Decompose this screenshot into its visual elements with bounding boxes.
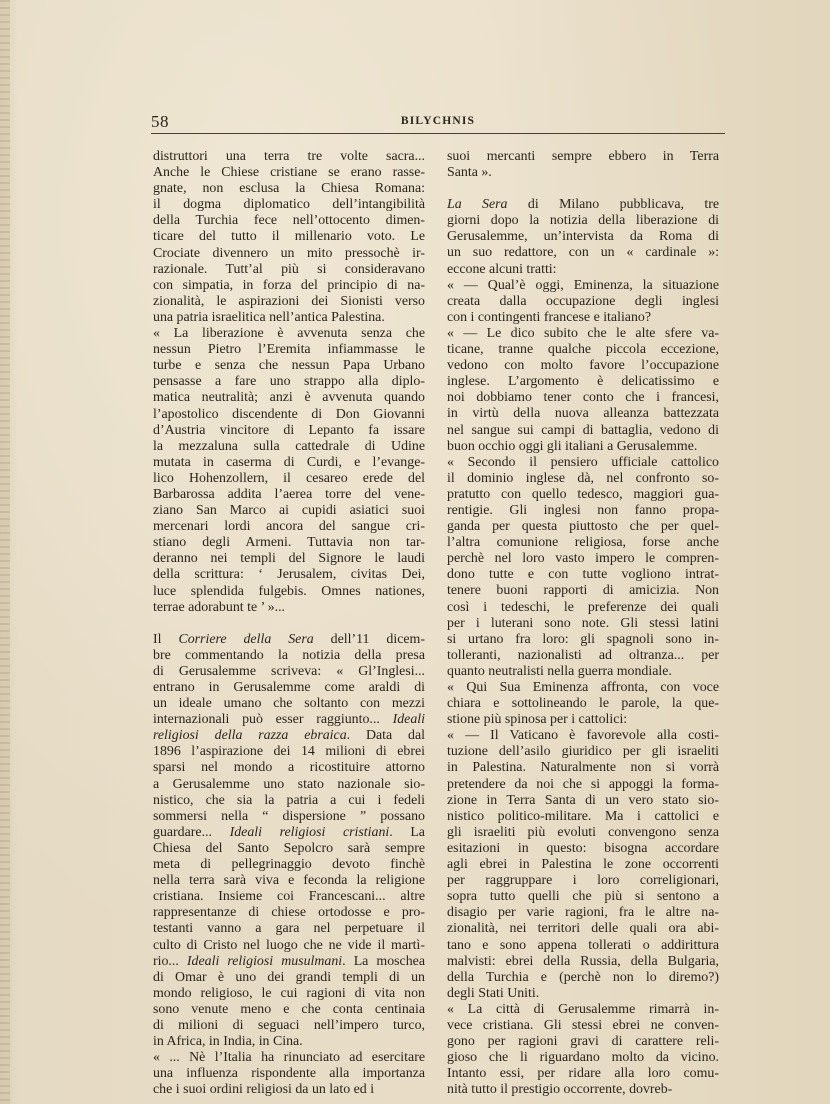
text-line: che i suoi ordini religiosi da un lato ed i	[153, 1082, 375, 1098]
header-rule	[151, 133, 725, 134]
right-column	[447, 149, 719, 1098]
text-line: ganda per questa piuttosto che per quel-	[447, 519, 719, 535]
text-line: matica neutralità; anzi è avvenuta quando	[153, 390, 425, 406]
text-line: « Qui Sua Eminenza affronta, con voce	[447, 680, 719, 695]
text-line: La Sera di Milano pubblicava, tre	[447, 197, 720, 213]
text-line: l’altra comunione religiosa, forse anche	[447, 535, 719, 551]
text-line: Barbarossa addita l’aerea torre del vene-	[153, 486, 425, 502]
text-line: cristiana. Insieme coi Francescani... altre	[153, 889, 425, 905]
text-line: « — Le dico subito che le alte sfere va-	[447, 325, 719, 341]
text-line: zione in Terra Santa di un vero stato sio-	[447, 792, 719, 808]
text-line: Intanto essi, per ridare alla loro comu-	[447, 1066, 719, 1082]
text-line: perchè nel loro vasto impero le compren-	[447, 551, 719, 567]
text-line: luce splendida fulgebis. Omnes nationes,	[153, 583, 425, 599]
text-line: ziano San Marco ai cupidi asiatici suoi	[153, 503, 425, 519]
text-line: a Gerusalemme uno stato nazionale sio-	[153, 776, 425, 792]
text-line: gnate, non esclusa la Chiesa Romana:	[153, 181, 425, 197]
text-line: tano e sono appena tollerati o addirittura	[447, 937, 719, 953]
text-line: eccone alcuni tratti:	[447, 261, 557, 277]
text-line: testanti vanno a gara nel perpetuare il	[153, 921, 425, 937]
text-line: Chiesa del Santo Sepolcro sarà sempre	[153, 840, 425, 856]
text-line: stione più spinosa per i cattolici:	[447, 712, 628, 728]
text-line: giorni dopo la notizia della liberazione di	[447, 213, 719, 229]
text-line: Anche le Chiese cristiane se erano rasse-	[153, 165, 425, 181]
text-line: terrae adorabunt te ’ »...	[153, 599, 286, 615]
text-line: pretendere da noi che si appoggi la forma-	[447, 776, 719, 792]
text-line: tuzione dell’asilo giuridico per gli israeliti	[447, 744, 719, 760]
text-line: religiosi della razza ebraica. Data dal	[153, 728, 425, 744]
left-column	[153, 149, 425, 1098]
text-line: quanto neutralisti nella guerra mondiale.	[447, 663, 672, 679]
text-line: inglese. L’argomento è delicatissimo e	[447, 374, 719, 390]
text-line: zionalità, nei territori delle quali ora abi-	[447, 921, 719, 937]
text-line: per i luterani sono note. Gli stessi latini	[447, 615, 719, 631]
text-line: Santa ».	[447, 165, 492, 181]
text-line: per raggruppare i loro correligionari,	[447, 873, 719, 889]
text-line: nessun Pietro l’Eremita infiammasse le	[153, 342, 425, 358]
text-line: « — Qual’è oggi, Eminenza, la situazione	[447, 277, 719, 293]
text-line: Crociate divennero un mito pressochè ir-	[153, 245, 425, 261]
text-line: meta di pellegrinaggio devoto finchè	[153, 857, 425, 873]
text-line: pratutto con quello tedesco, maggiori gua-	[447, 486, 719, 502]
text-line: mercenari lordi ancora del sangue cri-	[153, 519, 425, 535]
text-line: 1896 l’aspirazione dei 14 milioni di ebrei	[153, 744, 425, 760]
text-line: entrano in Gerusalemme come araldi di	[153, 680, 425, 695]
text-line: « — Il Vaticano è favorevole alla costi-	[447, 728, 719, 744]
text-line: « ... Nè l’Italia ha rinunciato ad esercitare	[153, 1050, 425, 1066]
text-line: una influenza rispondente alla importanza	[153, 1066, 425, 1082]
text-line: creata dalla occupazione degli inglesi	[447, 293, 719, 309]
text-line: rappresentanze di chiese ortodosse e pro-	[153, 905, 425, 921]
text-line: in Africa, in India, in Cina.	[153, 1034, 303, 1050]
text-line: « Secondo il pensiero ufficiale cattolico	[447, 454, 719, 470]
text-line: in virtù della nuova alleanza battezzata	[447, 406, 719, 422]
text-line: sono venute meno e che conta centinaia	[153, 1001, 425, 1017]
text-line: della Turchia fece nell’ottocento dimen-	[153, 213, 425, 229]
text-line: lico Hohenzollern, il cesareo erede del	[153, 470, 425, 486]
text-line: zionalità, le aspirazioni dei Sionisti verso	[153, 293, 425, 309]
text-line: tolleranti, nazionalisti ad oltranza... per	[447, 647, 719, 663]
text-line: gioso che li riguardano molto da vicino.	[447, 1050, 719, 1066]
text-line: buon occhio oggi gli italiani a Gerusalemme.	[447, 438, 698, 454]
text-line: mutata in caserma di Curdi, e l’evange-	[153, 454, 425, 470]
paragraph-gap	[153, 616, 425, 632]
text-line: dono tutte e con tutte vogliono intrat-	[447, 567, 719, 583]
text-line: noi dobbiamo tener conto che i francesi,	[447, 390, 719, 406]
text-line: disagio per varie ragioni, fra le altre na-	[447, 905, 719, 921]
text-line: nità tutto il prestigio occorrente, dovreb-	[447, 1082, 673, 1098]
text-line: sommersi nella “ dispersione ” possano	[153, 808, 425, 824]
text-line: rio... Ideali religiosi musulmani. La moschea	[153, 953, 425, 969]
text-line: tenere buoni rapporti di amicizia. Non	[447, 583, 719, 599]
binding-edge	[0, 0, 10, 1104]
text-line: gono per ragioni gravi di carattere reli-	[447, 1034, 719, 1050]
text-line: in Palestina. Naturalmente non si vorrà	[447, 760, 719, 776]
text-line: turbe e senza che nessun Papa Urbano	[153, 358, 425, 374]
paragraph-gap	[447, 181, 719, 197]
text-line: nistico politico-militare. Ma i cattolici e	[447, 808, 719, 824]
text-line: degli Stati Uniti.	[447, 985, 540, 1001]
text-line: stiano degli Armeni. Tuttavia non tar-	[153, 535, 425, 551]
text-line: nel sangue sui campi di battaglia, vedono di	[447, 422, 719, 438]
text-line: bre commentando la notizia della presa	[153, 647, 425, 663]
text-line: di Omar è uno dei grandi templi di un	[153, 969, 425, 985]
text-line: guardare... Ideali religiosi cristiani. La	[153, 824, 425, 840]
text-line: il dominio inglese dà, nel confronto so-	[447, 470, 719, 486]
text-line: « La liberazione è avvenuta senza che	[153, 326, 425, 342]
text-line: nistico, che sia la patria a cui i fedeli	[153, 792, 425, 808]
page-number: 58	[151, 112, 169, 131]
text-line: mondo religioso, le cui ragioni di vita non	[153, 985, 425, 1001]
text-line: della scrittura: ‘ Jerusalem, civitas Dei,	[153, 567, 425, 583]
text-line: così i tedeschi, le preferenze dei quali	[447, 599, 719, 615]
text-line: vedono con molto favore l’occupazione	[447, 358, 719, 374]
text-line: culto di Cristo nel luogo che ne vide il martì-	[153, 937, 425, 953]
text-line: rentigie. Gli inglesi non fanno propa-	[447, 502, 719, 518]
text-line: il dogma diplomatico dell’intangibilità	[153, 197, 425, 213]
text-line: pensasse a fare uno strappo alla diplo-	[153, 374, 425, 390]
text-line: si urtano fra loro: gli spagnoli sono in-	[447, 631, 719, 647]
text-line: una patria israelitica nell’antica Palestina.	[153, 309, 385, 325]
page-header	[151, 110, 725, 132]
text-line: deranno nei templi del Signore le laudi	[153, 551, 425, 567]
text-line: d’Austria vincitore di Lepanto fa issare	[153, 422, 425, 438]
text-line: della Turchia e (perchè non lo diremo?)	[447, 969, 719, 985]
text-line: Il Corriere della Sera dell’11 dicem-	[153, 631, 425, 647]
text-line: suoi mercanti sempre ebbero in Terra	[447, 149, 719, 164]
text-line: di Gerusalemme scriveva: « Gl’Inglesi...	[153, 663, 425, 679]
text-line: chiara e sottolineando le parole, la que-	[447, 696, 719, 712]
text-line: internazionali può esser raggiunto... Ideali	[153, 712, 425, 728]
text-line: Gerusalemme, un’intervista da Roma di	[447, 229, 719, 245]
text-line: un ideale umano che soltanto con mezzi	[153, 696, 425, 712]
running-head: BILYCHNIS	[400, 115, 476, 127]
text-line: nella terra sarà viva e feconda la religione	[153, 873, 425, 889]
text-line: « La città di Gerusalemme rimarrà in-	[447, 1001, 719, 1017]
text-line: sopra tutto quelli che più si sentono a	[447, 889, 719, 905]
text-line: ticane, tranne qualche piccola eccezione,	[447, 342, 719, 358]
text-line: vece cristiana. Gli stessi ebrei ne conven-	[447, 1017, 719, 1033]
text-line: razionale. Tutt’al più si consideravano	[153, 261, 425, 277]
text-line: ticare del tutto il millenario voto. Le	[153, 229, 425, 245]
text-line: gli israeliti più evoluti convengono senza	[447, 824, 719, 840]
text-line: la mezzaluna sulla cattedrale di Udine	[153, 438, 425, 454]
text-line: l’apostolico discendente di Don Giovanni	[153, 406, 425, 422]
text-line: sparsi nel mondo a ricostituire attorno	[153, 760, 425, 776]
text-line: di milioni di seguaci nell’impero turco,	[153, 1017, 425, 1033]
text-line: con simpatia, in forza del principio di na-	[153, 277, 425, 293]
text-line: agli ebrei in Palestina le zone occorrenti	[447, 857, 719, 873]
text-line: esitazioni in questo: bisogna accordare	[447, 840, 719, 856]
text-line: malvisti: ebrei della Russia, della Bulgaria,	[447, 953, 719, 969]
text-line: un suo redattore, con un « cardinale »:	[447, 245, 719, 261]
text-line: distruttori una terra tre volte sacra...	[153, 149, 425, 164]
text-line: con i contingenti francese e italiano?	[447, 309, 652, 325]
